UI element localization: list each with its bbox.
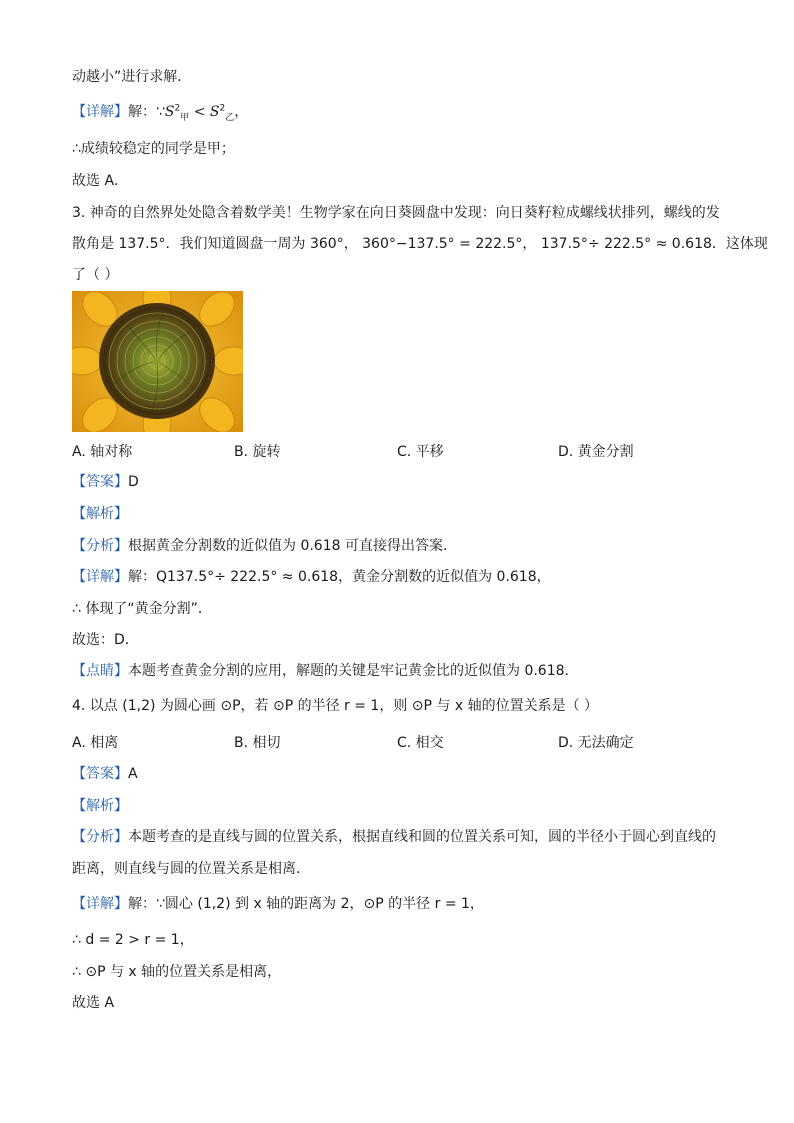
detail-tag: 【详解】: [72, 104, 128, 120]
analysis-tag: 【分析】: [72, 829, 128, 845]
q4-detail: [72, 895, 484, 913]
question-3-line-3: 了（ ）: [72, 267, 119, 283]
analysis-text: 本题考查的是直线与圆的位置关系，根据直线和圆的位置关系可知，圆的半径小于圆心到直线的: [128, 829, 716, 845]
q3-remark: [72, 662, 579, 680]
detail-line-variance: [72, 103, 248, 121]
q3-option-c: C. 平移: [397, 444, 444, 460]
analysis-tag: 【分析】: [72, 538, 128, 554]
variance-b-sup: 2: [219, 103, 226, 114]
q3-analysis-heading: 【解析】: [72, 506, 128, 522]
answer-tag: 【答案】: [72, 474, 128, 490]
q3-analysis: [72, 537, 457, 555]
answer-tag: 【答案】: [72, 766, 128, 782]
answer-value: A: [128, 766, 138, 782]
question-4-line-1: 4. 以点 (1,2) 为圆心画 ⊙P，若 ⊙P 的半径 r = 1，则 ⊙P 与 x 轴的位置关系是（ ）: [72, 698, 599, 714]
q4-option-c: C. 相交: [397, 735, 444, 751]
text-line: 故选 A．: [72, 173, 129, 189]
text-line: 故选 A: [72, 995, 115, 1011]
q4-analysis-1: [72, 828, 716, 846]
detail-text: 解：∵: [128, 104, 165, 120]
text-line: ∴ ⊙P 与 x 轴的位置关系是相离，: [72, 964, 282, 980]
q3-answer: [72, 473, 139, 491]
variance-a: S: [164, 104, 175, 120]
q4-analysis-heading: 【解析】: [72, 798, 128, 814]
variance-b-sub: 乙: [225, 112, 235, 123]
question-3-line-1: 3. 神奇的自然界处处隐含着数学美！生物学家在向日葵圆盘中发现：向日葵籽粒成螺线状排列，螺线的发: [72, 205, 720, 221]
question-3-line-2: 散角是 137.5°．我们知道圆盘一周为 360°， 360°−137.5° = 222.5°， 137.5°÷ 222.5° ≈ 0.618．这体现: [72, 236, 768, 252]
q3-option-b: B. 旋转: [234, 444, 281, 460]
variance-b: S: [209, 104, 220, 120]
q4-option-b: B. 相切: [234, 735, 281, 751]
text-line: ∴ d = 2 > r = 1，: [72, 932, 194, 948]
sunflower-image: [72, 291, 243, 432]
variance-a-sup: 2: [174, 103, 181, 114]
remark-text: 本题考查黄金分割的应用，解题的关键是牢记黄金比的近似值为 0.618．: [128, 663, 579, 679]
variance-a-sub: 甲: [180, 112, 190, 123]
text-line: ∴成绩较稳定的同学是甲；: [72, 141, 235, 157]
text-line: 故选：D．: [72, 632, 139, 648]
q3-option-d: D. 黄金分割: [558, 444, 634, 460]
detail-text: 解：Q137.5°÷ 222.5° ≈ 0.618，黄金分割数的近似值为 0.618，: [128, 569, 551, 585]
q4-option-a: A. 相离: [72, 735, 119, 751]
q4-answer: [72, 765, 138, 783]
remark-tag: 【点睛】: [72, 663, 128, 679]
text-line: 动越小”进行求解．: [72, 69, 192, 85]
less-than: <: [189, 104, 210, 120]
q3-detail: [72, 568, 551, 586]
text-line: ∴ 体现了“黄金分割”．: [72, 601, 212, 617]
analysis-text: 根据黄金分割数的近似值为 0.618 可直接得出答案．: [128, 538, 457, 554]
q3-option-a: A. 轴对称: [72, 444, 133, 460]
q4-analysis-2: 距离，则直线与圆的位置关系是相离．: [72, 861, 310, 877]
comma: ，: [234, 104, 249, 120]
detail-tag: 【详解】: [72, 896, 128, 912]
detail-tag: 【详解】: [72, 569, 128, 585]
q4-option-d: D. 无法确定: [558, 735, 634, 751]
detail-text: 解：∵圆心 (1,2) 到 x 轴的距离为 2，⊙P 的半径 r = 1，: [128, 896, 484, 912]
answer-value: D: [128, 474, 139, 490]
